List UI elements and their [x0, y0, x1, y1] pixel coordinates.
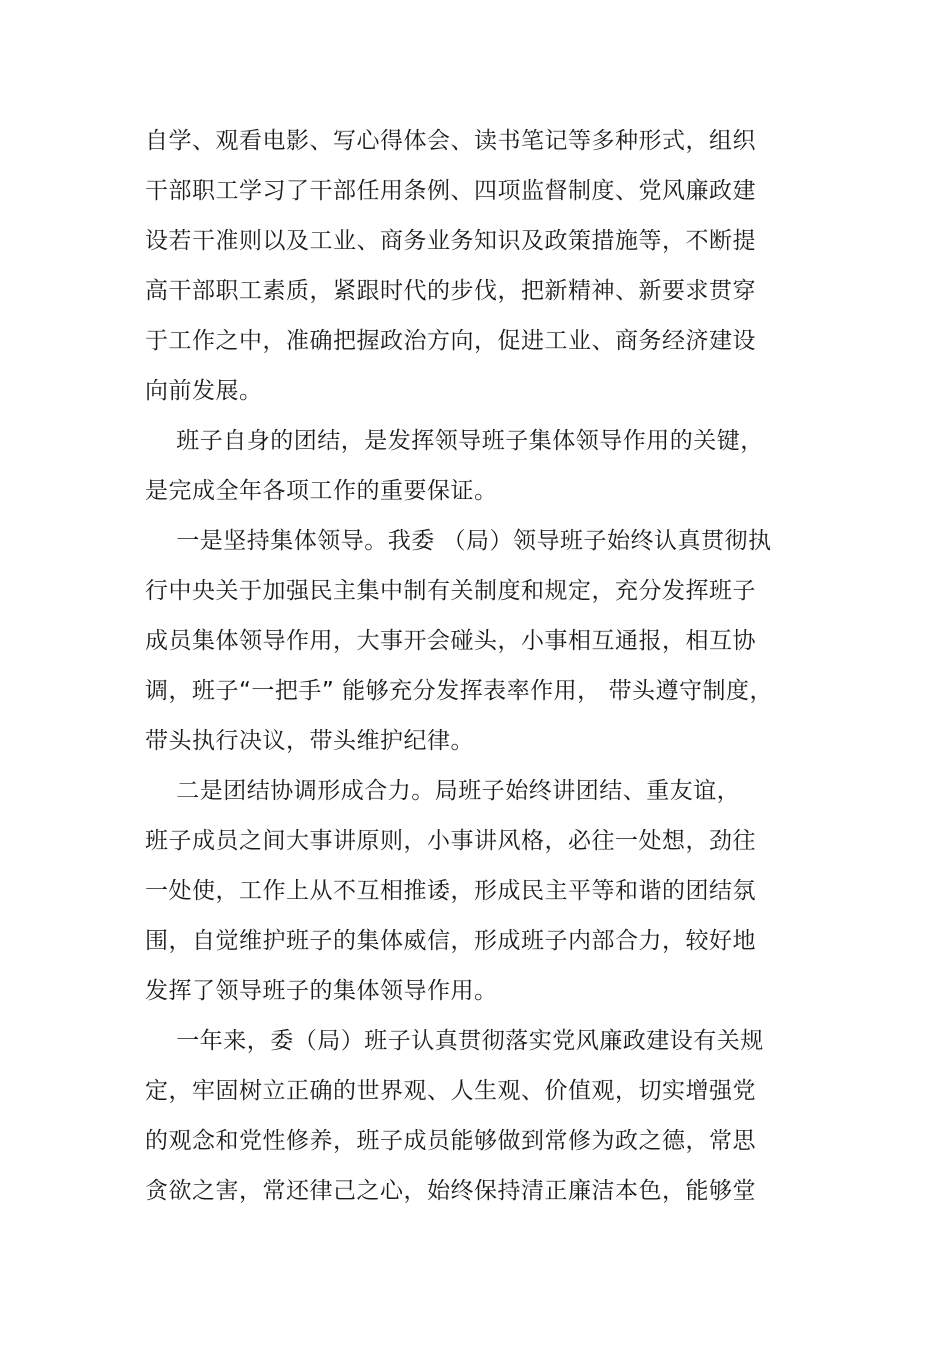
text-line: 定，牢固树立正确的世界观、人生观、价值观，切实增强党	[145, 1078, 756, 1104]
text-line: 的观念和党性修养，班子成员能够做到常修为政之德，常思	[145, 1128, 756, 1154]
text-line: 贪欲之害，常还律己之心，始终保持清正廉洁本色，能够堂	[145, 1178, 756, 1204]
text-line: 行中央关于加强民主集中制有关制度和规定，充分发挥班子	[145, 578, 756, 604]
text-line: 成员集体领导作用，大事开会碰头，小事相互通报，相互协	[145, 628, 756, 654]
text-line: 带头执行决议，带头维护纪律。	[145, 728, 474, 754]
text-line: 一处使，工作上从不互相推诿，形成民主平等和谐的团结氛	[145, 878, 756, 904]
text-line: 二是团结协调形成合力。局班子始终讲团结、重友谊，	[145, 778, 741, 804]
text-line: 向前发展。	[145, 378, 263, 404]
text-line: 班子自身的团结，是发挥领导班子集体领导作用的关键，	[145, 428, 764, 454]
text-line: 干部职工学习了干部任用条例、四项监督制度、党风廉政建	[145, 178, 756, 204]
text-line: 发挥了领导班子的集体领导作用。	[145, 978, 498, 1004]
text-line: 班子成员之间大事讲原则，小事讲风格，必往一处想，劲往	[145, 828, 756, 854]
text-line: 于工作之中，准确把握政治方向，促进工业、商务经济建设	[145, 328, 756, 354]
text-line: 围，自觉维护班子的集体威信，形成班子内部合力，较好地	[145, 928, 756, 954]
text-line: 设若干准则以及工业、商务业务知识及政策措施等，不断提	[145, 228, 756, 254]
text-line: 高干部职工素质，紧跟时代的步伐，把新精神、新要求贯穿	[145, 278, 756, 304]
text-line: 调，班子“一把手” 能够充分发挥表率作用， 带头遵守制度，	[145, 678, 773, 704]
text-line: 是完成全年各项工作的重要保证。	[145, 478, 498, 504]
text-line: 一年来，委（局）班子认真贯彻落实党风廉政建设有关规	[145, 1028, 764, 1054]
text-line: 自学、观看电影、写心得体会、读书笔记等多种形式，组织	[145, 128, 756, 154]
text-line: 一是坚持集体领导。我委 （局）领导班子始终认真贯彻执	[145, 528, 772, 554]
